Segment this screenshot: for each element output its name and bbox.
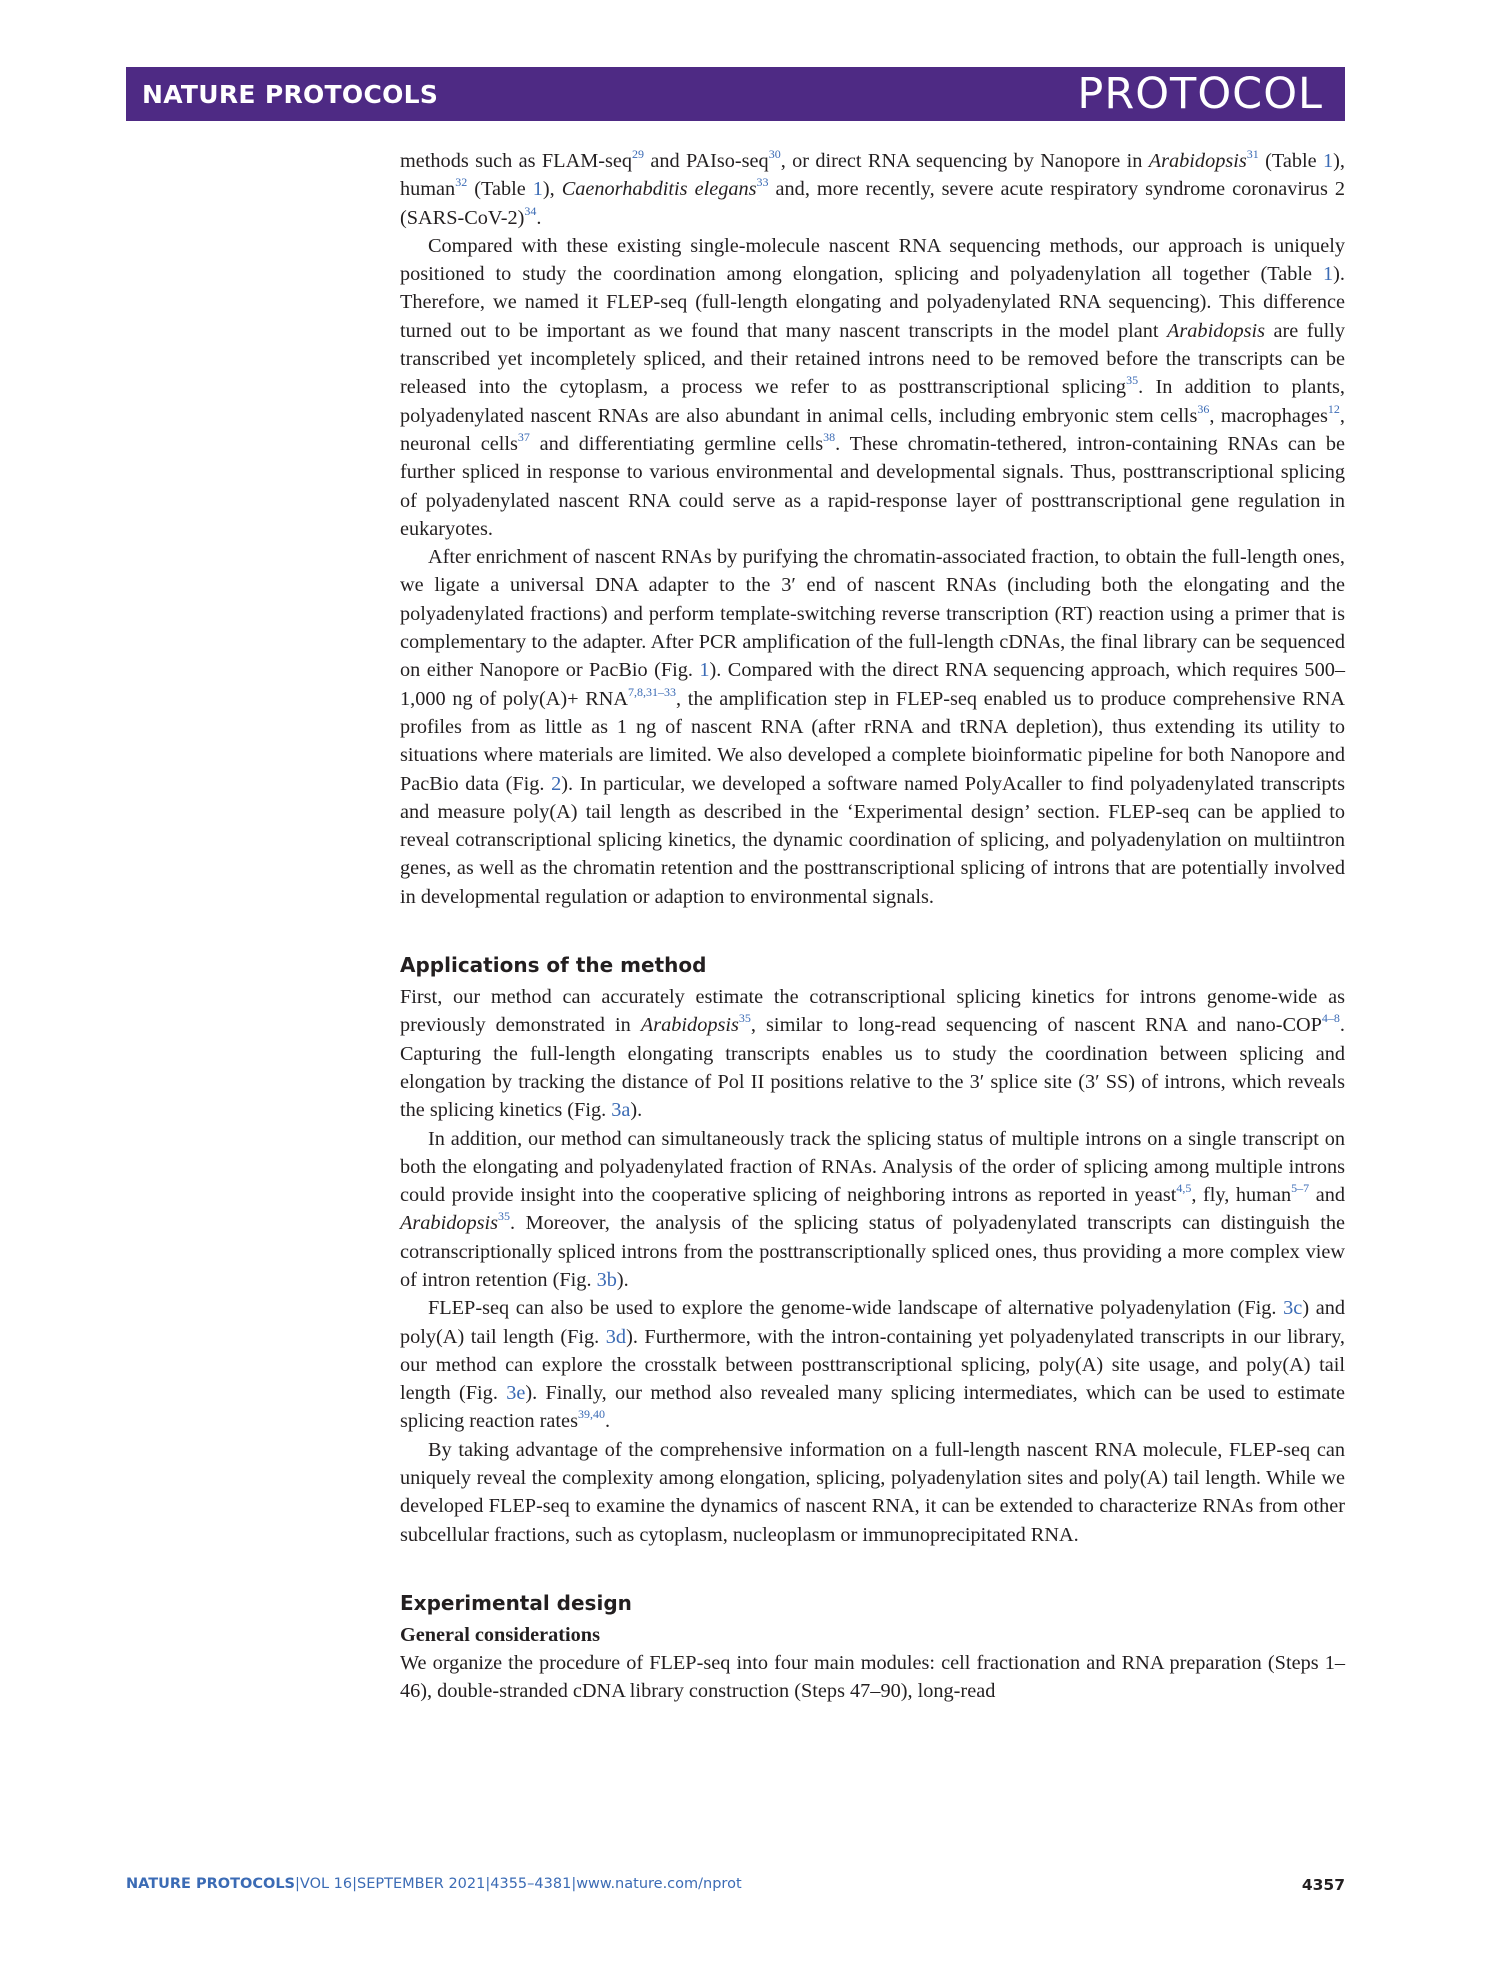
figure-link[interactable]: 3a — [611, 1099, 631, 1122]
article-body — [400, 147, 1345, 1706]
table-link[interactable]: 1 — [1323, 263, 1334, 286]
paragraph: FLEP-seq can also be used to explore the genome-wide landscape of alternative polyadenylation (Fig. 3c) and poly(A) tail length (Fig. 3d). Furthermore, with the intron-containing yet polyadenylated transcripts in our library, our method can explore the crosstalk between posttranscriptional splicing, poly(A) site usage, and poly(A) tail length (Fig. 3e). Finally, our method also revealed many splicing intermediates, which can be used to estimate splicing reaction rates$^{39,40}$. — [400, 1297, 1346, 1433]
footer-pages: 4355–4381 — [490, 1876, 572, 1892]
section-heading: Experimental design — [400, 1590, 632, 1615]
article-type-label: PROTOCOL — [1077, 69, 1323, 119]
citation-link[interactable]: 4,5 — [1176, 1181, 1192, 1196]
section-heading: Applications of the method — [400, 953, 707, 978]
table-link[interactable]: 1 — [532, 178, 543, 201]
footer-date: SEPTEMBER 2021 — [357, 1876, 486, 1892]
paragraph: By taking advantage of the comprehensive information on a full-length nascent RNA molecule, FLEP-seq can uniquely reveal the complexity among elongation, splicing, polyadenylation sites and poly(A) tail length. While we developed FLEP-seq to examine the dynamics of nascent RNA, it can be extended to characterize RNAs from other subcellular fractions, such as cytoplasm, nucleoplasm or immunoprecipitated RNA. — [400, 1438, 1345, 1546]
table-link[interactable]: 1 — [1323, 150, 1334, 172]
paragraph: In addition, our method can simultaneously track the splicing status of multiple introns on a single transcript on both the elongating and polyadenylated fraction of RNAs. Analysis of the order of splicing among multiple introns could provide insight into the cooperative splicing of neighboring introns as reported in yeast$^{4,5}$, fly, human$^{5-7}$ and Arabidopsis$^{35}$. Moreover, the analysis of the splicing status of polyadenylated transcripts can distinguish the cotranscriptionally spliced introns from the posttranscriptionally spliced ones, thus providing a more complex view of intron retention (Fig. 3b). — [400, 1127, 1345, 1291]
paragraph: First, our method can accurately estimate the cotranscriptional splicing kinetics for introns genome-wide as previously demonstrated in Arabidopsis$^{35}$, similar to long-read sequencing of nascent RNA and nano-COP$^{4-8}$. Capturing the full-length elongating transcripts enables us to study the coordination between splicing and elongation by tracking the distance of Pol II positions relative to the 3′ splice site (3′ SS) of introns, which reveals the splicing kinetics (Fig. 3a). — [400, 986, 1345, 1122]
footer-journal: NATURE PROTOCOLS — [126, 1876, 296, 1892]
footer-volume: VOL 16 — [299, 1876, 353, 1892]
citation-link[interactable]: 36 — [1197, 401, 1210, 416]
citation-link[interactable]: 4–8 — [1321, 1011, 1340, 1026]
figure-link[interactable]: 2 — [551, 772, 562, 795]
header-bar — [126, 67, 1345, 121]
paragraph: After enrichment of nascent RNAs by purifying the chromatin-associated fraction, to obtain the full-length ones, we ligate a universal DNA adapter to the 3′ end of nascent RNAs (including both the elongating and the polyadenylated fractions) and perform template-switching reverse transcription (RT) reaction using a primer that is complementary to the adapter. After PCR amplification of the full-length cDNAs, the final library can be sequenced on either Nanopore or PacBio (Fig. 1). Compared with the direct RNA sequencing approach, which requires 500–1,000 ng of poly(A)+ RNA$^{7,8,31-33}$, the amplification step in FLEP-seq enabled us to produce comprehensive RNA profiles from as little as 1 ng of nascent RNA (after rRNA and tRNA depletion), thus extending its utility to situations where materials are limited. We also developed a complete bioinformatic pipeline for both Nanopore and PacBio data (Fig. 2). In particular, we developed a software named PolyAcaller to find polyadenylated transcripts and measure poly(A) tail length as described in the ‘Experimental design’ section. FLEP-seq can be applied to reveal cotranscriptional splicing kinetics, the dynamic coordination of splicing, and polyadenylation on multiintron genes, as well as the chromatin retention and the posttranscriptional splicing of introns that are potentially involved in developmental regulation or adaption to environmental signals. — [400, 546, 1345, 908]
footer-url-link[interactable]: www.nature.com/nprot — [576, 1876, 742, 1892]
citation-link[interactable]: 30 — [768, 147, 781, 161]
citation-link[interactable]: 12 — [1327, 401, 1340, 416]
journal-name: NATURE PROTOCOLS — [142, 80, 439, 109]
citation-link[interactable]: 33 — [756, 175, 769, 190]
figure-link[interactable]: 3c — [1283, 1297, 1303, 1320]
citation-link[interactable]: 39,40 — [577, 1407, 605, 1422]
figure-link[interactable]: 1 — [699, 659, 710, 682]
page-number: 4357 — [1301, 1876, 1345, 1894]
paragraph: We organize the procedure of FLEP-seq into four main modules: cell fractionation and RNA preparation (Steps 1–46), double-stranded cDNA library construction (Steps 47–90), long-read — [400, 1651, 1345, 1703]
citation-link[interactable]: 32 — [455, 175, 468, 190]
figure-link[interactable]: 3e — [506, 1382, 526, 1405]
citation-link[interactable]: 38 — [823, 429, 836, 444]
figure-link[interactable]: 3b — [596, 1268, 617, 1291]
citation-link[interactable]: 35 — [1126, 373, 1139, 388]
citation-link[interactable]: 7,8,31–33 — [628, 684, 677, 699]
subsection-heading: General considerations — [400, 1623, 600, 1646]
citation-link[interactable]: 35 — [738, 1011, 751, 1026]
paragraph: methods such as FLAM-seq$^{29}$ and PAIso-seq$^{30}$, or direct RNA sequencing by Nanopore in Arabidopsis$^{31}$ (Table 1), human$^{32}$ (Table 1), Caenorhabditis elegans$^{33}$ and, more recently, severe acute respiratory syndrome coronavirus 2 (SARS-CoV-2)$^{34}$. — [400, 147, 1345, 229]
figure-link[interactable]: 3d — [605, 1325, 627, 1348]
citation-link[interactable]: 35 — [498, 1209, 511, 1224]
citation-link[interactable]: 34 — [524, 203, 537, 218]
citation-link[interactable]: 37 — [517, 429, 530, 444]
citation-link[interactable]: 5–7 — [1291, 1181, 1310, 1196]
page-footer: NATURE PROTOCOLS|VOL 16|SEPTEMBER 2021|4355–4381|www.nature.com/nprot 4357 — [126, 1876, 1345, 1894]
paragraph: Compared with these existing single-molecule nascent RNA sequencing methods, our approach is uniquely positioned to study the coordination among elongation, splicing and polyadenylation all together (Table 1). Therefore, we named it FLEP-seq (full-length elongating and polyadenylated RNA sequencing). This difference turned out to be important as we found that many nascent transcripts in the model plant Arabidopsis are fully transcribed yet incompletely spliced, and their retained introns need to be removed before the transcripts can be released into the cytoplasm, a process we refer to as posttranscriptional splicing$^{35}$. In addition to plants, polyadenylated nascent RNAs are also abundant in animal cells, including embryonic stem cells$^{36}$, macrophages$^{12}$, neuronal cells$^{37}$ and differentiating germline cells$^{38}$. These chromatin-tethered, intron-containing RNAs can be further spliced in response to various environmental and developmental signals. Thus, posttranscriptional splicing of polyadenylated nascent RNA could serve as a rapid-response layer of posttranscriptional gene regulation in eukaryotes. — [400, 234, 1346, 540]
citation-link[interactable]: 31 — [1246, 147, 1259, 161]
citation-link[interactable]: 29 — [632, 147, 645, 161]
